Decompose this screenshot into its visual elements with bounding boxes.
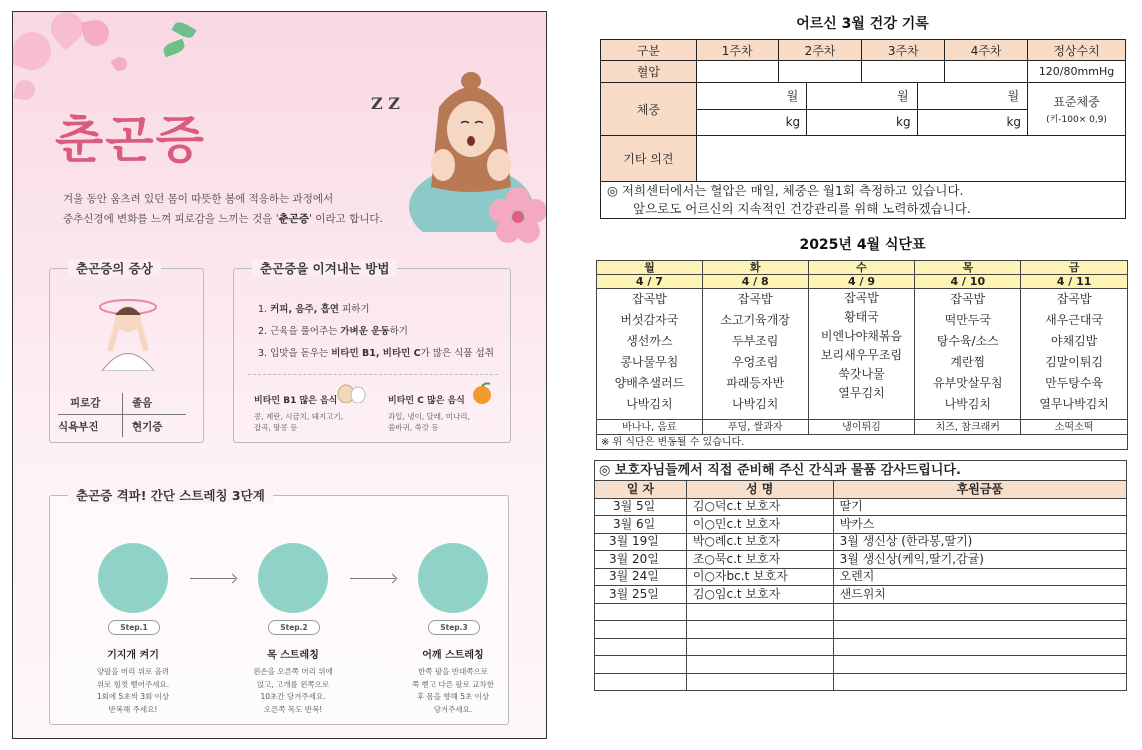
blossom-petal [13,78,36,101]
weight-kg-row [696,110,1027,136]
step2-label: Step.2 [268,620,320,635]
meal-date: 4 / 11 [1021,275,1128,289]
meal-snack: 소떡소떡 [1021,420,1128,435]
donation-title: ◎ 보호자님들께서 직접 준비해 주신 간식과 물품 감사드립니다. [595,461,1127,481]
orange-icon [470,381,494,405]
weight-normal: 표준체중 (키-100× 0,9) [1028,83,1126,136]
meal-note: ※ 위 식단은 변동될 수 있습니다. [597,435,1128,450]
symptom-item: 피로감 [70,397,101,409]
meal-table [596,260,1128,450]
donation-header: 일 자 [595,481,687,499]
arrow-icon [350,578,395,579]
step2-desc: 왼손을 오른쪽 머리 위에 얹고, 고개를 왼쪽으로 10초간 당겨주세요. 오른쪽 목도 반복! [253,667,333,714]
donation-table [594,460,1127,691]
leaf-icon [171,19,196,40]
method-item: 2. 근육을 풀어주는 가벼운 운동하기 [258,326,408,337]
table-row: 3월 20일 조○묵c.t 보호자 3월 생신상(케익,딸기,감귤) [595,551,1127,569]
step3-desc: 한쪽 팔을 반대쪽으로 쭉 뻗고 다른 팔로 교차한 후 몸을 향해 5초 이상 당겨주세요. [412,667,494,714]
bp-week-cell[interactable] [862,61,945,83]
meal-menu-fri: 잡곡밥 새우근대국 야채김밥 김말이튀김 만두탕수육 열무나박김치 [1021,289,1128,420]
meal-day: 화 [702,261,808,275]
meal-menu-tue: 잡곡밥 소고기육개장 두부조림 우엉조림 파래등자반 나박김치 [702,289,808,420]
meal-day: 금 [1021,261,1128,275]
step1-desc: 양팔을 머리 위로 올려 위로 힘껏 뻗어주세요. 1회에 5초씩 3회 이상 반복해 주세요! [96,667,170,714]
meal-menu-wed: 잡곡밥 황태국 비엔나야채볶음 보리새우무조림 쑥갓나물 열무김치 [808,289,915,420]
empty-row [595,656,1127,674]
blossom-petal [81,18,111,48]
meal-title: 2025년 4월 식단표 [799,237,926,253]
meal-day: 목 [915,261,1021,275]
meal-snack: 치즈, 참크래커 [915,420,1021,435]
meal-menu-thu: 잡곡밥 떡만두국 탕수육/소스 계란찜 유부맛살무침 나박김치 [915,289,1021,420]
meal-snack: 바나나, 음료 [597,420,703,435]
bp-label: 혈압 [601,61,697,83]
method-item: 1. 커피, 음주, 흡연 피하기 [258,304,370,315]
donation-header: 후원금품 [833,481,1126,499]
egg-icon [336,383,366,403]
other-opinion-cell[interactable] [696,136,1125,182]
month-cell: 월 [697,83,807,109]
health-header: 1주차 [696,40,778,61]
table-row: 3월 6일 이○민c.t 보호자 박카스 [595,516,1127,534]
meal-date: 4 / 8 [702,275,808,289]
symptom-divider [122,393,123,437]
intro-line [63,209,383,229]
table-row: 3월 19일 박○례c.t 보호자 3월 생신상 (한라봉,딸기) [595,533,1127,551]
symptoms-title: 춘곤증의 증상 [68,259,161,277]
intro-bold: 춘곤증 [278,213,310,225]
bp-week-cell[interactable] [696,61,778,83]
meal-snack: 푸딩, 쌀과자 [702,420,808,435]
poster [12,11,547,739]
empty-row [595,673,1127,691]
step3-name: 어깨 스트레칭 [422,650,484,661]
intro-text: ' 이라고 합니다. [309,213,383,225]
health-header: 2주차 [778,40,862,61]
methods-title: 춘곤증을 이겨내는 방법 [252,259,397,277]
empty-row [595,638,1127,656]
month-cell: 월 [807,83,917,109]
step1-illustration [98,543,168,613]
health-header: 정상수치 [1028,40,1126,61]
kg-cell: kg [807,110,917,135]
leaf-icon [162,39,187,58]
other-label: 기타 의견 [601,136,697,182]
bp-normal: 120/80mmHg [1028,61,1126,83]
stretch-title: 춘곤증 격파! 간단 스트레칭 3단계 [68,486,273,504]
step2-illustration [258,543,328,613]
intro-text: 중추신경에 변화를 느껴 피로감을 느끼는 것을 ' [63,213,279,225]
stretch-panel [49,488,509,725]
health-title: 어르신 3월 건강 기록 [796,16,929,32]
donation-header: 성 명 [686,481,833,499]
symptom-item: 현기증 [132,421,163,433]
meal-day: 수 [808,261,915,275]
step1-label: Step.1 [108,620,160,635]
empty-row [595,621,1127,639]
methods-panel [233,261,511,443]
arrow-icon [190,578,235,579]
intro-line: 겨울 동안 움츠려 있던 몸이 따뜻한 봄에 적응하는 과정에서 [63,193,334,205]
meal-date: 4 / 7 [597,275,703,289]
meal-date: 4 / 9 [808,275,915,289]
zzz-text: Z Z [371,94,400,113]
month-cell: 월 [1007,89,1020,103]
poster-intro [63,189,383,229]
health-header: 4주차 [945,40,1028,61]
step3-illustration [418,543,488,613]
weight-label: 체중 [601,83,697,136]
health-header: 구분 [601,40,697,61]
method-divider [248,374,498,375]
vitamin-b1-title: 비타민 B1 많은 음식 [254,396,338,406]
step1-name: 기지개 켜기 [107,650,159,661]
kg-cell: kg [697,110,807,135]
vitamin-c-desc: 과일, 냉이, 달래, 미나리, 씀바귀, 쑥갓 등 [388,412,470,432]
symptom-item: 졸음 [132,397,153,409]
health-notice: ◎ 저희센터에서는 혈압은 매일, 체중은 월1회 측정하고 있습니다. 앞으로도 어르신의 지속적인 건강관리를 위해 노력하겠습니다. [601,182,1126,219]
table-row: 3월 24일 이○자bc.t 보호자 오렌지 [595,568,1127,586]
kg-cell: kg [1006,115,1022,129]
health-header: 3주차 [862,40,945,61]
meal-snack: 냉이튀김 [808,420,915,435]
bp-week-cell[interactable] [778,61,862,83]
symptom-item: 식욕부진 [58,421,99,433]
bp-week-cell[interactable] [945,61,1028,83]
meal-day: 월 [597,261,703,275]
vitamin-c-title: 비타민 C 많은 음식 [388,396,465,406]
table-row: 3월 25일 김○임c.t 보호자 샌드위치 [595,586,1127,604]
step3-label: Step.3 [428,620,480,635]
blossom-petal [12,27,56,76]
symptoms-panel [49,261,204,443]
blossom-icon [483,177,547,257]
vitamin-b1-desc: 콩, 계란, 시금치, 돼지고기, 잡곡, 땅콩 등 [254,412,344,432]
method-item: 3. 입맛을 돋우는 비타민 B1, 비타민 C가 많은 식품 섭취 [258,348,494,359]
headache-person-illustration [88,291,168,371]
meal-date: 4 / 10 [915,275,1021,289]
blossom-petal [110,54,129,73]
empty-row [595,603,1127,621]
step2-name: 목 스트레칭 [267,650,319,661]
table-row: 3월 5일 김○덕c.t 보호자 딸기 [595,498,1127,516]
meal-menu-mon: 잡곡밥 버섯감자국 생선까스 콩나물무침 양배추샐러드 나박김치 [597,289,703,420]
poster-title: 춘곤증 [55,110,206,169]
weight-month-row [696,83,1027,110]
health-table [600,39,1126,219]
